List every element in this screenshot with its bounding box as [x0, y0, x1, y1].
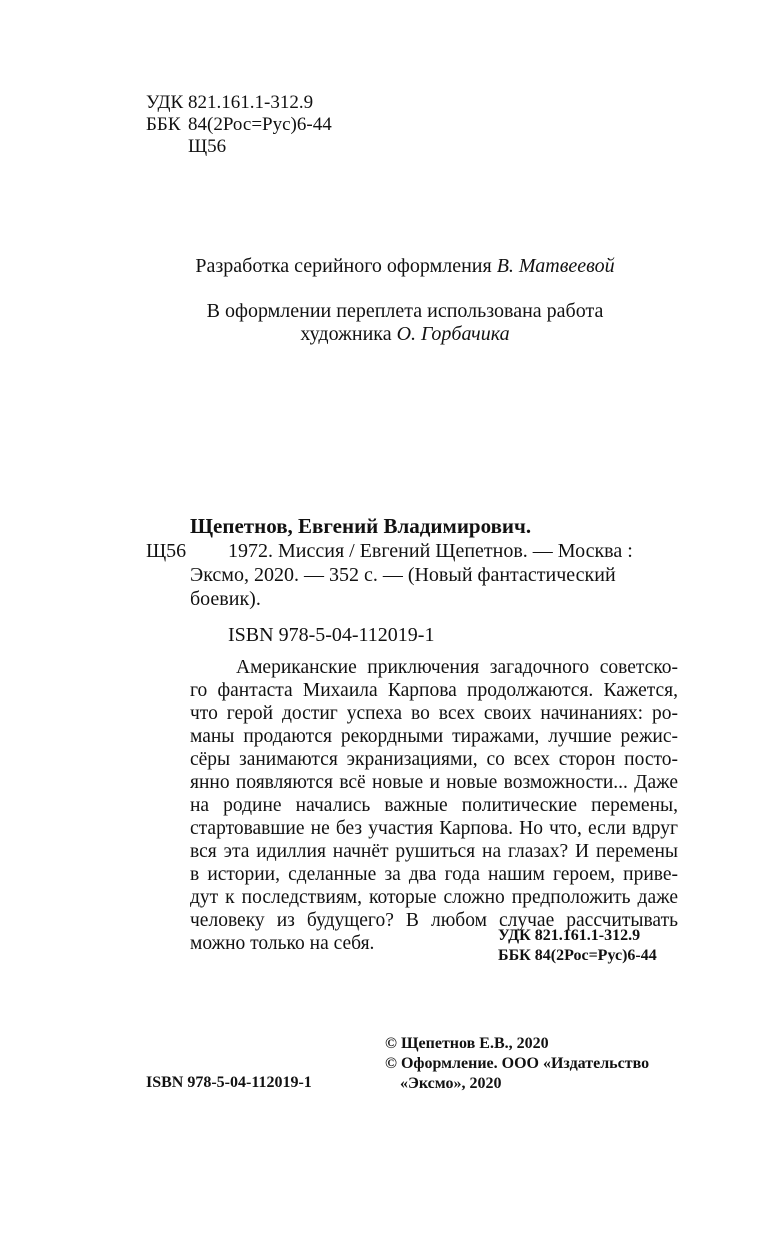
annotation-line: дут к последствиям, которые сложно предположить даже [190, 887, 678, 908]
cover-artist-name: О. Горбачика [396, 323, 510, 345]
series-designer-name: В. Матвеевой [496, 255, 615, 277]
udk-value: 821.161.1-312.9 [188, 92, 314, 113]
cover-credit-line1: В оформлении переплета использована работа [206, 300, 604, 322]
copyright-design: © Оформление. ООО «Издательство [385, 1055, 650, 1072]
bbk-value: 84(2Рос=Рус)6-44 [188, 114, 332, 135]
annotation-line: сёры занимаются экранизациями, со всех сторон посто- [190, 749, 678, 770]
author-sign: Щ56 [188, 136, 227, 157]
annotation-line: человеку из будущего? В любом случае рассчитывать [190, 910, 678, 931]
copyright-publisher: «Эксмо», 2020 [400, 1075, 502, 1092]
annotation-line: стартовавшие не без участия Карпова. Но что, если вдруг [190, 818, 678, 839]
annotation-line: что герой достиг успеха во всех своих начинаниях: ро- [190, 703, 678, 724]
annotation-line: вся эта идиллия начнёт рушиться на глазах? И перемены [190, 841, 678, 862]
annotation-line: можно только на себя. [190, 933, 375, 954]
bib-line-2: Эксмо, 2020. — 352 с. — (Новый фантастический [190, 564, 616, 586]
cover-credit-line2 [0, 322, 768, 346]
annotation-line: Американские приключения загадочного советско- [236, 657, 678, 678]
series-design-credit [0, 254, 768, 278]
footer-isbn: ISBN 978-5-04-112019-1 [146, 1074, 312, 1091]
udk-code [146, 92, 313, 114]
annotation-line: янно появляются всё новые и новые возможности... Даже [190, 772, 678, 793]
udk-label: УДК [146, 92, 184, 113]
bib-isbn: ISBN 978-5-04-112019-1 [228, 624, 435, 646]
cover-artist-prefix: художника [300, 323, 392, 345]
bib-line-1: 1972. Миссия / Евгений Щепетнов. — Москва : [228, 540, 633, 562]
annotation-line: го фантаста Михаила Карпова продолжаются. Кажется, [190, 680, 678, 701]
bib-sign: Щ56 [146, 540, 187, 562]
copyright-author: © Щепетнов Е.В., 2020 [385, 1035, 549, 1052]
bbk-code [146, 114, 332, 136]
author-heading: Щепетнов, Евгений Владимирович. [190, 514, 532, 538]
bottom-udk: УДК 821.161.1-312.9 [498, 927, 641, 944]
annotation-line: на родине начались важные политические перемены, [190, 795, 678, 816]
bottom-bbk: ББК 84(2Рос=Рус)6-44 [498, 947, 657, 964]
bbk-label: ББК [146, 114, 181, 135]
annotation-line: маны продаются рекордными тиражами, лучшие режис- [190, 726, 678, 747]
series-design-prefix: Разработка серийного оформления [195, 255, 492, 277]
annotation-text [190, 656, 678, 955]
annotation-line: в истории, сделанные за два года нашим героем, приве- [190, 864, 678, 885]
bib-line-3: боевик). [190, 588, 261, 610]
